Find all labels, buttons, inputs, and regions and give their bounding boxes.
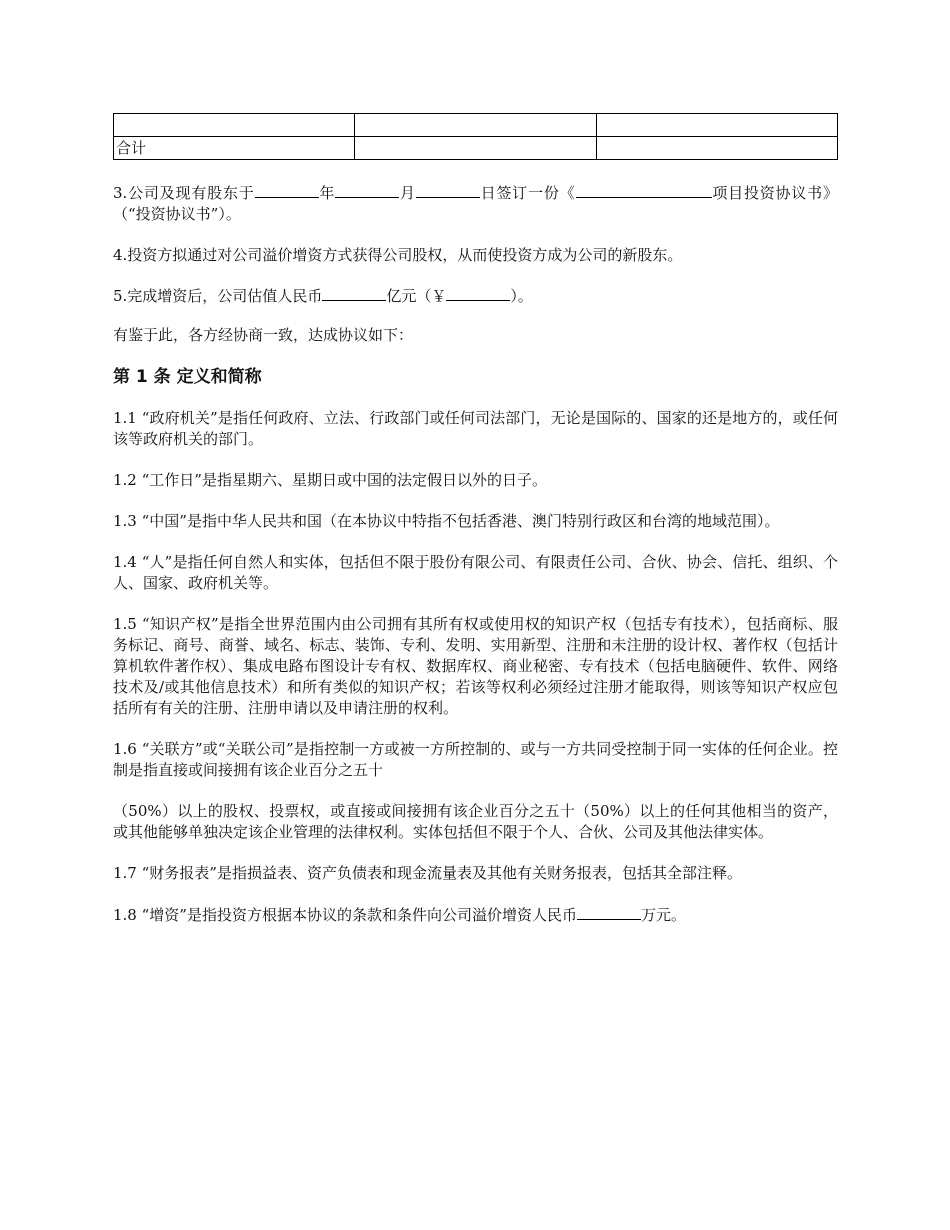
clause-5-text: ）。 <box>510 287 533 305</box>
clause-3-text: 3.公司及现有股东于 <box>113 184 255 202</box>
table-cell <box>114 114 355 137</box>
definition-1-8-text: 万元。 <box>640 906 686 924</box>
definition-1-5: 1.5 “知识产权”是指全世界范围内由公司拥有其所有权或使用权的知识产权（包括专有技术），包括商标、服务标记、商号、商誉、域名、标志、装饰、专利、发明、实用新型、注册和未注册的设计权、著作权（包括计算机软件著作权）、集成电路布图设计专有权、数据库权、商业秘密、专有技术（包括电脑硬件、软件、网络技术及/或其他信息技术）和所有类似的知识产权；若该等权利必须经过注册才能取得，则该等知识产权应包括所有有关的注册、注册申请以及申请注册的权利。 <box>113 615 838 717</box>
definition-1-3: 1.3 “中国”是指中华人民共和国（在本协议中特指不包括香港、澳门特别行政区和台湾的地域范围）。 <box>113 512 780 530</box>
day-blank <box>416 182 480 198</box>
project-name-blank <box>576 182 712 198</box>
definition-1-6-continued: （50%）以上的股权、投票权，或直接或间接拥有该企业百分之五十（50%）以上的任何其他相当的资产，或其他能够单独决定该企业管理的法律权利。实体包括但不限于个人、合伙、公司及其他法律实体。 <box>113 802 838 841</box>
definition-1-8-text: 1.8 “增资”是指投资方根据本协议的条款和条件向公司溢价增资人民币 <box>113 906 577 924</box>
year-blank <box>255 182 319 198</box>
clause-5-text: 5.完成增资后，公司估值人民币 <box>113 287 323 305</box>
month-blank <box>335 182 399 198</box>
clause-3-text: 日签订一份《 <box>479 184 576 202</box>
clause-3 <box>113 182 838 225</box>
table-row-total <box>114 137 838 160</box>
capital-increase-blank <box>577 904 641 920</box>
document-page <box>113 113 838 926</box>
valuation-amount-blank <box>446 285 510 301</box>
table-cell-total-label: 合计 <box>114 137 355 160</box>
clause-3-text: 项目投资协议书》（“投资协议书”）。 <box>113 184 838 223</box>
clause-5 <box>113 285 838 307</box>
article-1-heading: 第 1 条 定义和简称 <box>113 367 262 387</box>
definition-1-7: 1.7 “财务报表”是指损益表、资产负债表和现金流量表及其他有关财务报表，包括其全部注释。 <box>113 864 742 882</box>
definition-1-1: 1.1 “政府机关”是指任何政府、立法、行政部门或任何司法部门，无论是国际的、国家的还是地方的，或任何该等政府机关的部门。 <box>113 409 838 448</box>
clause-4: 4.投资方拟通过对公司溢价增资方式获得公司股权，从而使投资方成为公司的新股东。 <box>113 246 683 264</box>
table-cell <box>355 114 596 137</box>
clause-3-text: 月 <box>399 184 416 202</box>
definition-1-4: 1.4 “人”是指任何自然人和实体，包括但不限于股份有限公司、有限责任公司、合伙、协会、信托、组织、个人、国家、政府机关等。 <box>113 553 838 592</box>
whereas-clause: 有鉴于此，各方经协商一致，达成协议如下： <box>113 326 414 344</box>
definition-1-8 <box>113 904 838 926</box>
valuation-blank <box>322 285 386 301</box>
table-cell <box>596 114 837 137</box>
clause-3-text: 年 <box>318 184 336 202</box>
clause-5-text: 亿元（￥ <box>386 287 447 305</box>
definition-1-6: 1.6 “关联方”或“关联公司”是指控制一方或被一方所控制的、或与一方共同受控制于同一实体的任何企业。控制是指直接或间接拥有该企业百分之五十 <box>113 740 838 779</box>
table-cell <box>596 137 837 160</box>
definition-1-2: 1.2 “工作日”是指星期六、星期日或中国的法定假日以外的日子。 <box>113 471 547 489</box>
table-cell <box>355 137 596 160</box>
table-row <box>114 114 838 137</box>
summary-table <box>113 113 838 160</box>
